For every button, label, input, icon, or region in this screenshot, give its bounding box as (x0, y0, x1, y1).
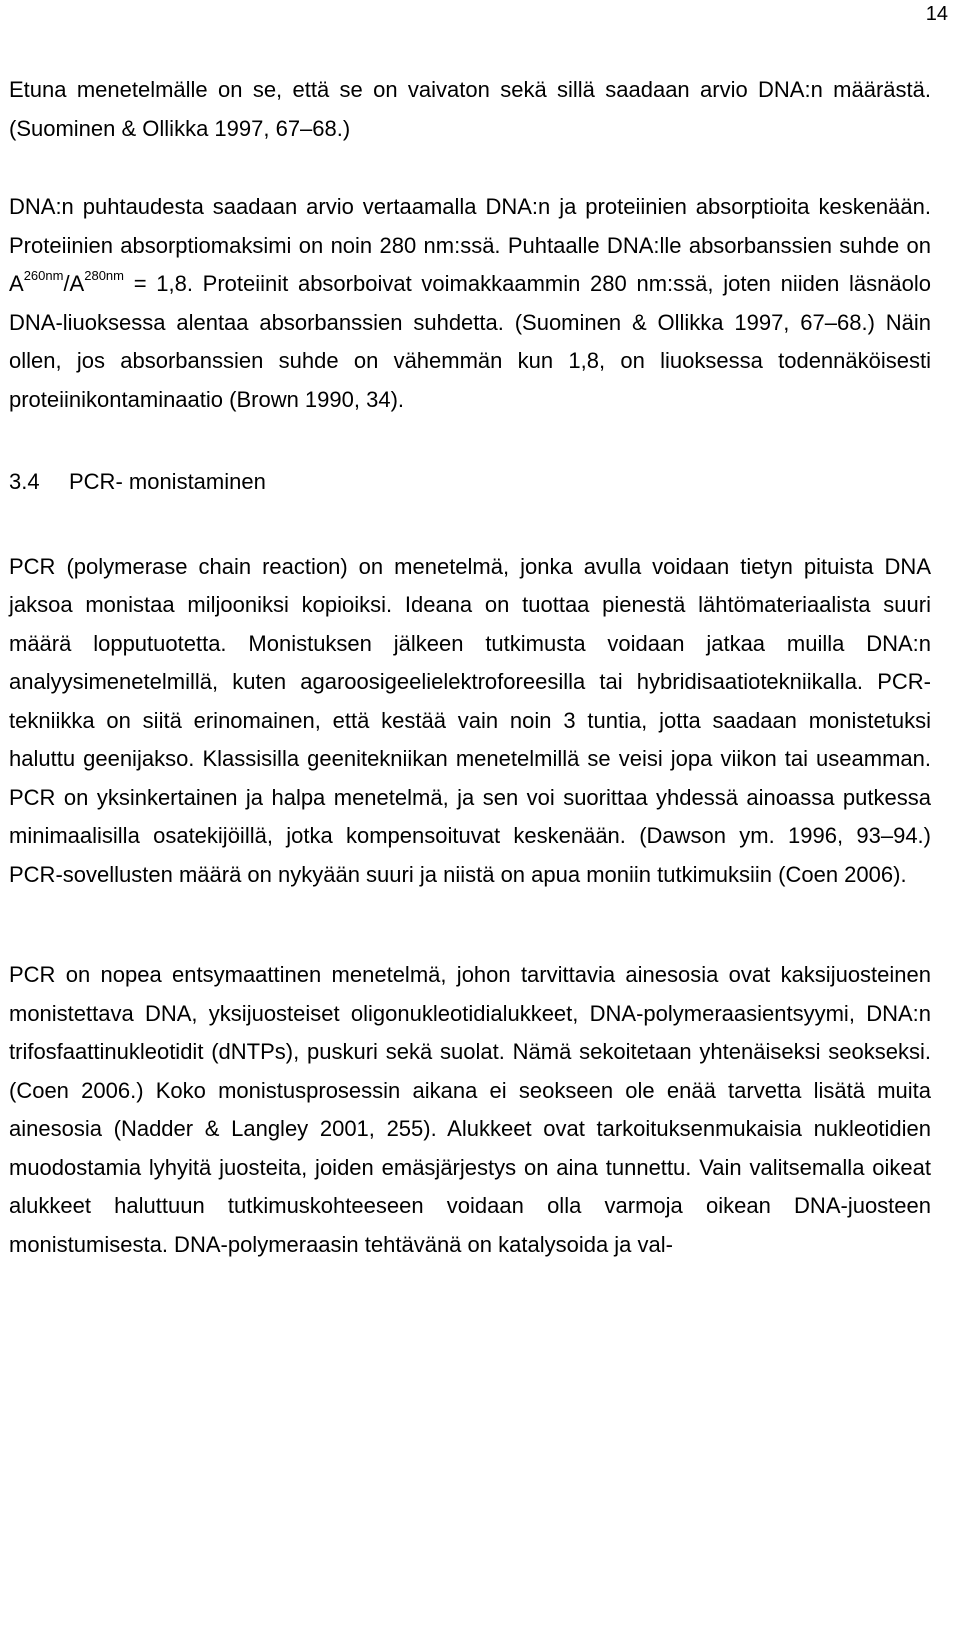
wavelength-280-superscript: 280nm (84, 268, 124, 283)
section-heading (9, 463, 931, 502)
page-number: 14 (925, 3, 948, 25)
page-content (9, 71, 931, 1264)
paragraph-dna-purity (9, 188, 931, 419)
purity-text-part2: = 1,8. Proteiinit absorboivat voimakkaammin 280 nm:ssä, joten niiden läsnäolo DNA-liuoksessa alentaa absorbanssien suhdetta. (Suominen & Ollikka 1997, 67–68.) Näin ollen, jos absorbanssien suhde on vähemmän kun 1,8, on liuoksessa todennäköisesti proteiinikontaminaatio (Brown 1990, 34). (9, 271, 931, 412)
paragraph-pcr-components: PCR on nopea entsymaattinen menetelmä, johon tarvittavia ainesosia ovat kaksijuosteinen monistettava DNA, yksijuosteiset oligonukleotidialukkeet, DNA-polymeraasientsyymi, DNA:n trifosfaattinukleotidit (dNTPs), puskuri sekä suolat. Nämä sekoitetaan yhtenäiseksi seokseksi. (Coen 2006.) Koko monistusprosessin aikana ei seokseen ole enää tarvetta lisätä muita ainesosia (Nadder & Langley 2001, 255). Alukkeet ovat tarkoituksenmukaisia nukleotidien muodostamia lyhyitä juosteita, joiden emäsjärjestys on aina tunnettu. Vain valitsemalla oikeat alukkeet haluttuun tutkimuskohteeseen voidaan olla varmoja oikean DNA-juosteen monistumisesta. DNA-polymeraasin tehtävänä on katalysoida ja val- (9, 962, 931, 1257)
section-title: PCR- monistaminen (69, 469, 266, 494)
paragraph-dna-quantity: Etuna menetelmälle on se, että se on vaivaton sekä sillä saadaan arvio DNA:n määrästä. (Suominen & Ollikka 1997, 67–68.) (9, 77, 931, 141)
section-number: 3.4 (9, 469, 40, 494)
paragraph-pcr-intro: PCR (polymerase chain reaction) on menetelmä, jonka avulla voidaan tietyn pituista DNA jaksoa monistaa miljooniksi kopioiksi. Ideana on tuottaa pienestä lähtömateriaalista suuri määrä lopputuotetta. Monistuksen jälkeen tutkimusta voidaan jatkaa muilla DNA:n analyysimenetelmillä, kuten agaroosigeelielektroforeesilla tai hybridisaatiotekniikalla. PCR-tekniikka on siitä erinomainen, että kestää vain noin 3 tuntia, jotta saadaan monistetuksi haluttu geenijakso. Klassisilla geenitekniikan menetelmillä se veisi jopa viikon tai useamman. PCR on yksinkertainen ja halpa menetelmä, ja sen voi suorittaa yhdessä ainoassa putkessa minimaalisilla osatekijöillä, jotka kompensoituvat keskenään. (Dawson ym. 1996, 93–94.) PCR-sovellusten määrä on nykyään suuri ja niistä on apua moniin tutkimuksiin (Coen 2006). (9, 553, 931, 887)
purity-ratio-slash: /A (63, 271, 85, 296)
purity-text-part1: DNA:n puhtaudesta saadaan arvio vertaamalla DNA:n ja proteiinien absorptioita keskenään. Proteiinien absorptiomaksimi on noin 280 nm:ssä. Puhtaalle DNA:lle absorbanssien suhde on A (9, 194, 931, 296)
wavelength-260-superscript: 260nm (23, 268, 64, 283)
